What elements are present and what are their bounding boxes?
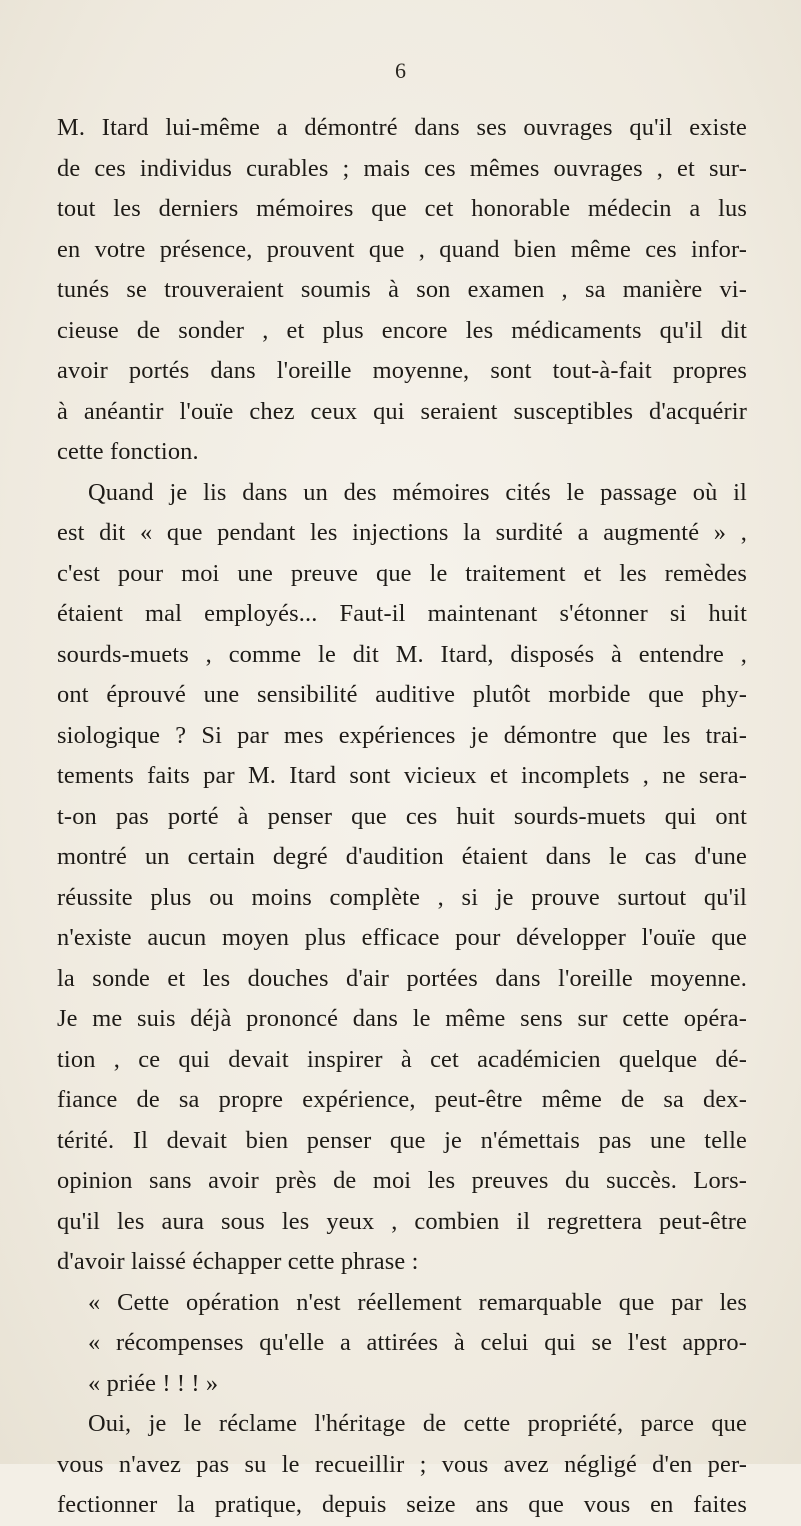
text-line: montré un certain degré d'audition étaient dans le cas d'une xyxy=(57,843,747,870)
text-line: c'est pour moi une preuve que le traitement et les remèdes xyxy=(57,559,747,587)
text-line: opinion sans avoir près de moi les preuves du succès. Lors- xyxy=(57,1167,747,1194)
text-line: sourds-muets , comme le dit M. Itard, disposés à entendre , xyxy=(57,640,747,668)
text-line: tout les derniers mémoires que cet honorable médecin a lus xyxy=(57,195,747,222)
text-line: fiance de sa propre expérience, peut-être même de sa dex- xyxy=(57,1086,747,1113)
text-line: tunés se trouveraient soumis à son examen , sa manière vi- xyxy=(57,276,747,303)
text-line: ont éprouvé une sensibilité auditive plutôt morbide que phy- xyxy=(57,681,747,708)
text-line: fectionner la pratique, depuis seize ans que vous en faites xyxy=(57,1491,747,1518)
text-line: avoir portés dans l'oreille moyenne, sont tout-à-fait propres xyxy=(57,357,747,384)
text-line: est dit « que pendant les injections la surdité a augmenté » , xyxy=(57,519,747,546)
text-line: tion , ce qui devait inspirer à cet académicien quelque dé- xyxy=(57,1045,747,1073)
text-line: M. Itard lui-même a démontré dans ses ouvrages qu'il existe xyxy=(57,114,747,141)
text-line: cette fonction. xyxy=(57,438,199,465)
text-line: la sonde et les douches d'air portées dans l'oreille moyenne. xyxy=(57,964,747,992)
text-line: réussite plus ou moins complète , si je prouve surtout qu'il xyxy=(57,883,747,911)
page-number: 6 xyxy=(395,58,406,83)
text-line: siologique ? Si par mes expériences je démontre que les trai- xyxy=(57,721,747,749)
text-line: à anéantir l'ouïe chez ceux qui seraient susceptibles d'acquérir xyxy=(57,397,747,425)
quote-line: « priée ! ! ! » xyxy=(88,1369,219,1397)
text-line: cieuse de sonder , et plus encore les médicaments qu'il dit xyxy=(57,316,747,344)
text-line: étaient mal employés... Faut-il maintenant s'étonner si huit xyxy=(57,600,747,627)
text-line: d'avoir laissé échapper cette phrase : xyxy=(57,1248,419,1275)
quote-line: « récompenses qu'elle a attirées à celui qui se l'est appro- xyxy=(88,1329,747,1356)
text-line: térité. Il devait bien penser que je n'émettais pas une telle xyxy=(57,1126,747,1154)
text-line: Quand je lis dans un des mémoires cités le passage où il xyxy=(88,478,747,506)
text-line: Oui, je le réclame l'héritage de cette propriété, parce que xyxy=(88,1410,747,1437)
text-line: Je me suis déjà prononcé dans le même sens sur cette opéra- xyxy=(57,1005,747,1032)
text-line: n'existe aucun moyen plus efficace pour développer l'ouïe que xyxy=(57,924,747,951)
text-line: t-on pas porté à penser que ces huit sourds-muets qui ont xyxy=(57,802,747,830)
text-line: en votre présence, prouvent que , quand bien même ces infor- xyxy=(57,235,747,263)
text-line: qu'il les aura sous les yeux , combien il regrettera peut-être xyxy=(57,1207,747,1235)
text-line: vous n'avez pas su le recueillir ; vous avez négligé d'en per- xyxy=(57,1450,747,1478)
quote-line: « Cette opération n'est réellement remarquable que par les xyxy=(88,1288,747,1316)
text-line: de ces individus curables ; mais ces mêmes ouvrages , et sur- xyxy=(57,154,747,182)
text-line: tements faits par M. Itard sont vicieux et incomplets , ne sera- xyxy=(57,762,747,789)
body-text xyxy=(57,108,747,1526)
